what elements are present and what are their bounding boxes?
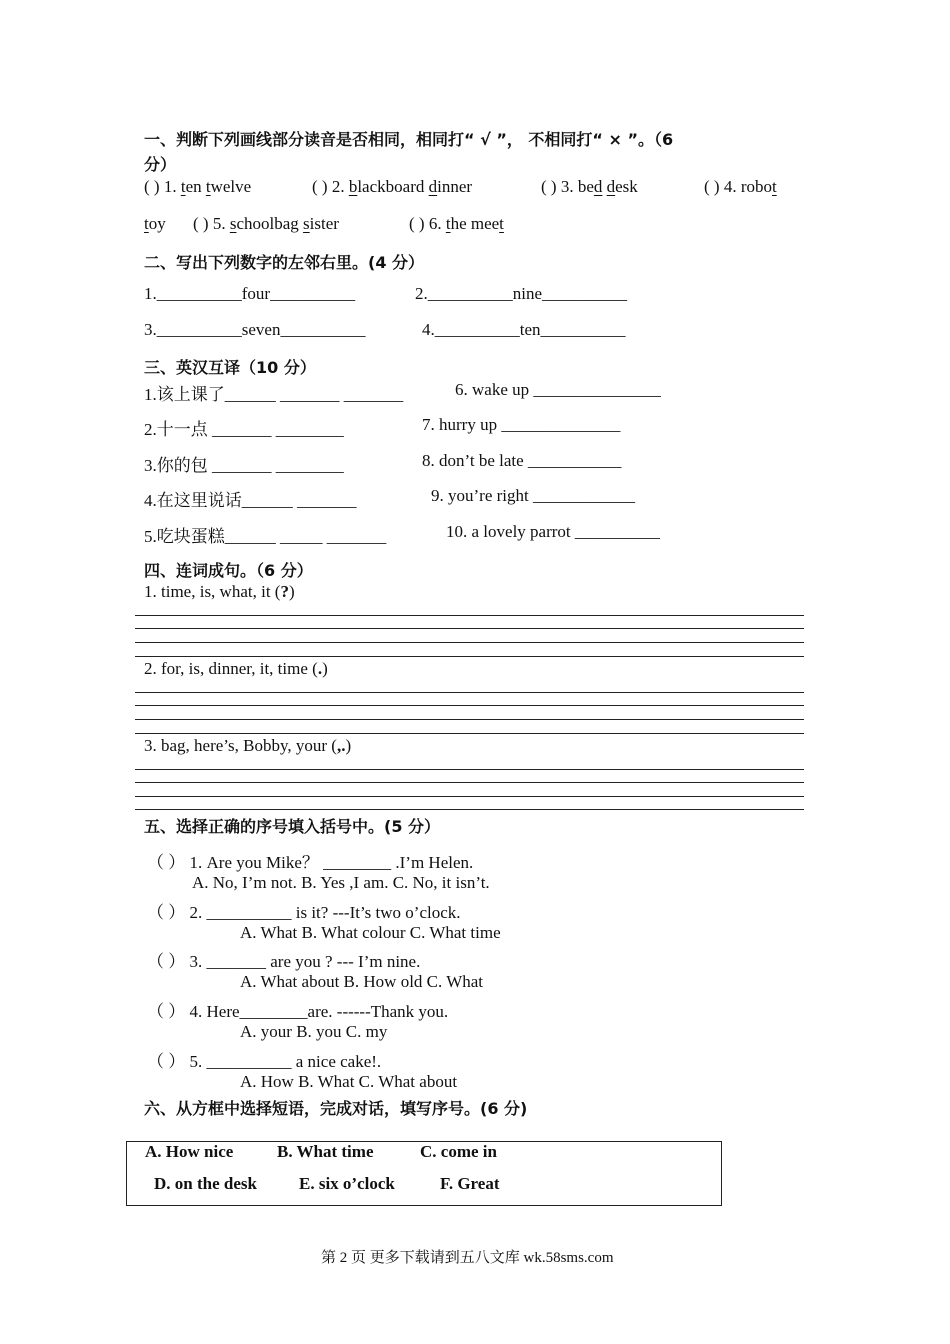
phrase-f: F. Great <box>440 1174 500 1193</box>
page-footer: 第 2 页 更多下载请到五八文库 wk.58sms.com <box>321 1250 614 1266</box>
s1-item-4: ( ) 4. robot <box>704 177 777 196</box>
s5-options-1: A. No, I’m not. B. Yes ,I am. C. No, it isn’t. <box>192 873 490 892</box>
phrase-a: A. How nice <box>145 1142 234 1161</box>
section2-heading: 二、写出下列数字的左邻右里。(4 分） <box>144 253 425 272</box>
s2-item-3: 3.__________seven__________ <box>144 320 366 339</box>
s2-item-4: 4.__________ten__________ <box>422 320 626 339</box>
s1-item-6: ( ) 6. the meet <box>409 214 504 233</box>
s4-item-3: 3. bag, here’s, Bobby, your (,.) <box>144 736 352 755</box>
s3-right-7: 7. hurry up ______________ <box>422 415 621 434</box>
s1-item-4-cont: toy <box>144 214 166 233</box>
answer-line <box>135 809 804 810</box>
section6-heading: 六、从方框中选择短语，完成对话，填写序号。(6 分) <box>144 1099 528 1118</box>
s5-options-2: A. What B. What colour C. What time <box>240 923 501 942</box>
s5-options-5: A. How B. What C. What about <box>240 1072 458 1091</box>
section3-heading: 三、英汉互译（10 分） <box>144 358 316 377</box>
phrase-e: E. six o’clock <box>299 1174 395 1193</box>
s5-question-3: （ ） 3. _______ are you ? --- I’m nine. <box>147 952 421 971</box>
s2-item-1: 1.__________four__________ <box>144 284 356 303</box>
s3-left-1: 1.该上课了______ _______ _______ <box>144 385 404 404</box>
s3-right-9: 9. you’re right ____________ <box>431 486 635 505</box>
s5-question-1: （ ） 1. Are you Mike？ ________ .I’m Helen. <box>147 853 474 872</box>
answer-line <box>135 769 804 770</box>
answer-line <box>135 615 804 616</box>
s3-left-2: 2.十一点 _______ ________ <box>144 420 344 439</box>
s5-options-3: A. What about B. How old C. What <box>240 972 484 991</box>
answer-line <box>135 733 804 734</box>
s3-right-8: 8. don’t be late ___________ <box>422 451 622 470</box>
answer-line <box>135 642 804 643</box>
s5-question-2: （ ） 2. __________ is it? ---It’s two o’clock. <box>147 903 461 922</box>
section5-heading: 五、选择正确的序号填入括号中。(5 分） <box>144 817 441 836</box>
s5-question-5: （ ） 5. __________ a nice cake!. <box>147 1052 382 1071</box>
s4-item-1: 1. time, is, what, it (?) <box>144 582 295 601</box>
section4-heading: 四、连词成句。（6 分） <box>144 561 313 580</box>
s5-options-4: A. your B. you C. my <box>240 1022 388 1041</box>
answer-line <box>135 705 804 706</box>
phrase-c: C. come in <box>420 1142 497 1161</box>
answer-line <box>135 656 804 657</box>
answer-line <box>135 782 804 783</box>
section1-heading-cont: 分） <box>144 155 177 174</box>
s3-left-4: 4.在这里说话______ _______ <box>144 491 357 510</box>
s1-item-5: ( ) 5. schoolbag sister <box>193 214 339 233</box>
answer-line <box>135 796 804 797</box>
s3-right-10: 10. a lovely parrot __________ <box>446 522 660 541</box>
s3-left-3: 3.你的包 _______ ________ <box>144 456 344 475</box>
s1-item-2: ( ) 2. blackboard dinner <box>312 177 473 196</box>
section1-heading: 一、判断下列画线部分读音是否相同，相同打“ √ ”， 不相同打“ × ”。（6 <box>144 130 674 149</box>
answer-line <box>135 628 804 629</box>
answer-line <box>135 719 804 720</box>
phrase-d: D. on the desk <box>154 1174 257 1193</box>
s1-item-1: ( ) 1. ten twelve <box>144 177 252 196</box>
s3-left-5: 5.吃块蛋糕______ _____ _______ <box>144 527 387 546</box>
s1-item-3: ( ) 3. bed desk <box>541 177 638 196</box>
phrase-b: B. What time <box>277 1142 374 1161</box>
s2-item-2: 2.__________nine__________ <box>415 284 628 303</box>
s5-question-4: （ ） 4. Here________are. ------Thank you. <box>147 1002 449 1021</box>
answer-line <box>135 692 804 693</box>
s4-item-2: 2. for, is, dinner, it, time (.) <box>144 659 328 678</box>
s3-right-6: 6. wake up _______________ <box>455 380 661 399</box>
